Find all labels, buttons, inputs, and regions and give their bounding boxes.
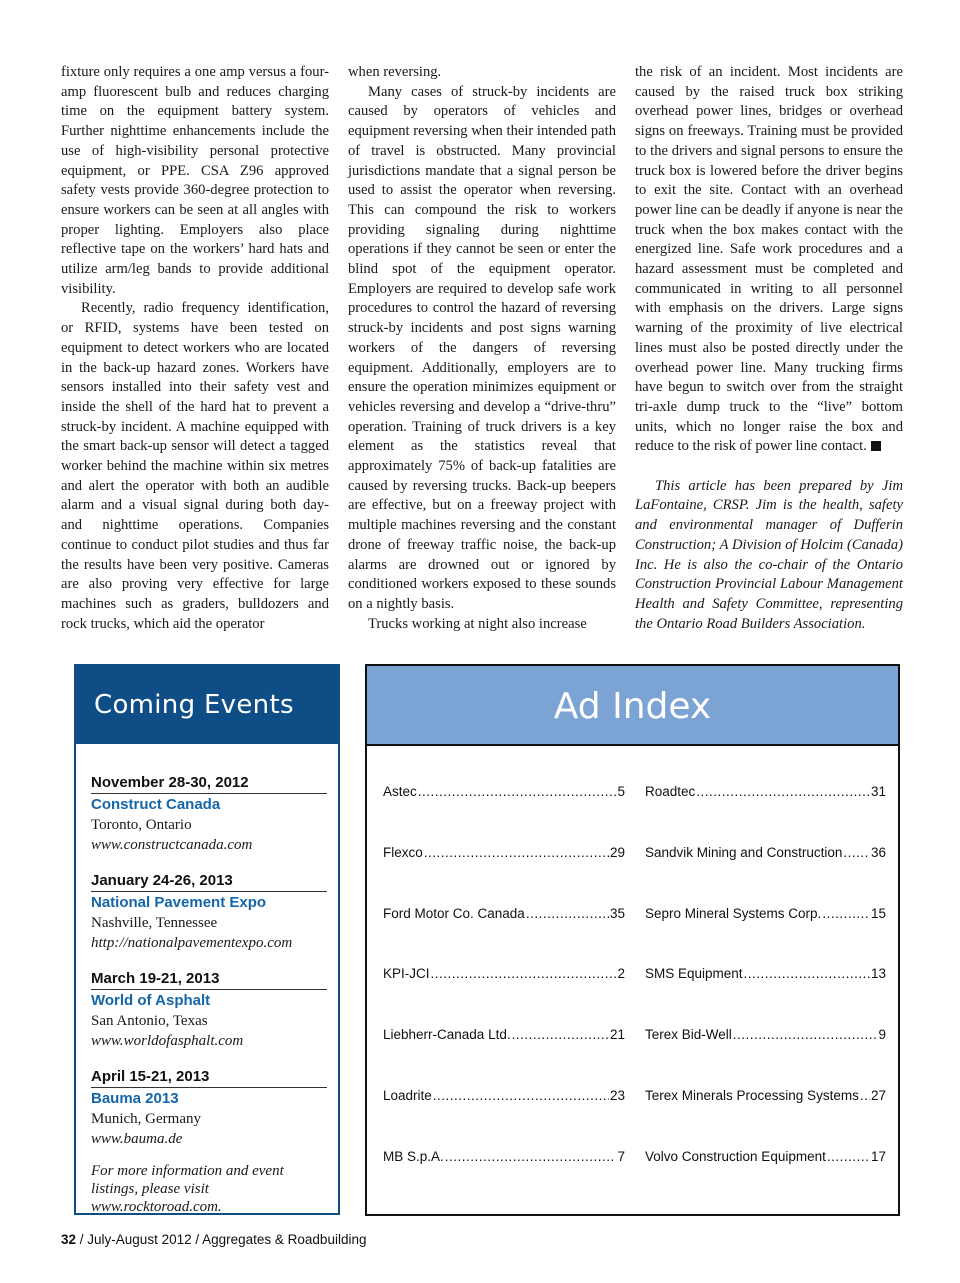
advertiser-name: Sandvik Mining and Construction (645, 845, 843, 860)
advertiser-name: Terex Minerals Processing Systems (645, 1088, 859, 1103)
ad-page-number: 21 (609, 1027, 625, 1042)
ad-index-entry (645, 1088, 886, 1103)
ad-index-entry (645, 1027, 886, 1042)
advertiser-name: Sepro Mineral Systems Corp. (645, 906, 822, 921)
leader-dots (744, 966, 870, 981)
ad-page-number: 17 (870, 1149, 886, 1164)
ad-index-entry (645, 906, 886, 921)
event-url[interactable]: www.constructcanada.com (91, 837, 253, 853)
ad-index-entry (645, 845, 886, 860)
article-paragraph: when reversing. (348, 64, 442, 80)
advertiser-name: Roadtec (645, 784, 696, 799)
leader-dots (827, 1149, 870, 1164)
event-name: National Pavement Expo (91, 894, 267, 911)
ad-page-number: 29 (609, 845, 625, 860)
leader-dots (843, 845, 870, 860)
article-paragraph: fixture only requires a one amp versus a four-amp fluorescent bulb and reduces charging time on the equipment battery system. Further nighttime enhancements include the use of high-visibility personal protective equipment, or PPE. CSA Z96 approved safety vests provide 360-degree protection to ensure workers can be seen at all angles with proper lighting. Employers also place reflective tape on the workers’ hard hats and utilize arm/leg bands to provide additional visibility. (61, 64, 329, 297)
coming-events-title: Coming Events (76, 666, 338, 744)
advertiser-name: Terex Bid-Well (645, 1027, 732, 1042)
ad-index-entry (383, 966, 625, 981)
ad-index-entry (645, 784, 886, 799)
ad-index-box (365, 664, 900, 1216)
ad-page-number: 27 (870, 1088, 886, 1103)
ad-page-number: 23 (609, 1088, 625, 1103)
leader-dots (431, 966, 617, 981)
leader-dots (860, 1088, 870, 1103)
ad-page-number: 31 (870, 784, 886, 799)
event-date: April 15-21, 2013 (91, 1068, 327, 1088)
author-bio: This article has been prepared by Jim LaFontaine, CRSP. Jim is the health, safety and environmental manager of Dufferin Construction; A Division of Holcim (Canada) Inc. He is also the co-chair of the Ontario Construction Provincial Labour Management Health and Safety Committee, representing the Ontario Road Builders Association. (635, 477, 903, 632)
leader-dots (512, 1027, 609, 1042)
end-of-article-mark (871, 441, 881, 451)
article-text: the risk of an incident. Most incidents are caused by the raised truck box striking overhead power lines, bridges or overhead signs on freeways. Training must be provided to the drivers and signal persons to ensure the truck box is lowered before the driver begins to exit the site. Contact with an overhead power line can be deadly if anyone is near the truck when the box makes contact with the energized line. Safe work procedures and a hazard assessment must be completed and communicated in writing to all personnel with emphasis on the drivers. Large signs warning of the proximity of live electrical lines must also be posted directly under the overhead power line. Many trucking firms have begun to switch over from the straight tri-axle dump truck to the “live” bottom units, which no longer raise the box and reduce to the risk of power line contact. (635, 64, 903, 455)
event-name: World of Asphalt (91, 992, 211, 1009)
ad-page-number: 13 (870, 966, 886, 981)
advertiser-name: KPI-JCI (383, 966, 430, 981)
advertiser-name: Liebherr-Canada Ltd. (383, 1027, 511, 1042)
ad-page-number: 9 (878, 1027, 886, 1042)
event-location: San Antonio, Texas (91, 1013, 208, 1029)
event-date: November 28-30, 2012 (91, 774, 327, 794)
event-url[interactable]: www.worldofasphalt.com (91, 1033, 244, 1049)
advertiser-name: MB S.p.A. (383, 1149, 444, 1164)
leader-dots (822, 906, 870, 921)
advertiser-name: Loadrite (383, 1088, 432, 1103)
article-paragraph: Many cases of struck-by incidents are caused by operators of vehicles and equipment reversing when their intended path of travel is obstructed. Many provincial jurisdictions mandate that a signal person be used to assist the operator when reversing. This can compound the risk to workers providing signaling during nighttime operations if they cannot be seen or enter the blind spot of the equipment operator. Employers are required to develop safe work procedures to control the hazard of reversing struck-by incidents and post signs warning workers of the dangers of reversing equipment. Additionally, employers are to ensure the operation minimizes equipment or vehicles reversing and develop a “drive-thru” operation. Training of truck drivers is a key element as the statistics reveal that approximately 75% of back-up fatalities are caused by reversing trucks. Back-up beepers are effective, but on a freeway project with multiple machines reversing and the constant drone of freeway traffic noise, the back-up alarms are drowned out or ignored by conditioned workers exposed to these sounds on a nightly basis. (348, 83, 616, 612)
ad-index-entry (383, 1088, 625, 1103)
page-footer (61, 1232, 366, 1247)
ad-page-number: 2 (617, 966, 625, 981)
leader-dots (696, 784, 870, 799)
ad-page-number: 15 (870, 906, 886, 921)
ad-page-number: 35 (609, 906, 625, 921)
leader-dots (424, 845, 609, 860)
event-location: Nashville, Tennessee (91, 915, 218, 931)
leader-dots (733, 1027, 878, 1042)
ad-page-number: 5 (617, 784, 625, 799)
ad-index-entry (383, 1149, 625, 1164)
ad-index-entry (645, 966, 886, 981)
advertiser-name: SMS Equipment (645, 966, 743, 981)
event-url[interactable]: http://nationalpavementexpo.com (91, 935, 293, 951)
event-date: January 24-26, 2013 (91, 872, 327, 892)
ad-page-number: 36 (870, 845, 886, 860)
event-item (91, 1068, 327, 1149)
article-column-3 (635, 63, 903, 634)
event-location: Toronto, Ontario (91, 817, 192, 833)
article-paragraph: Recently, radio frequency identification, or RFID, systems have been tested on equipment to detect workers who are located in the back-up hazard zones. Workers have sensors installed into their safety vest and inside the shell of the hard hat to prevent a struck-by incident. A machine equipped with the smart back-up sensor will detect a tagged worker behind the machine within six metres and alert the operator with both an audible alarm and a visual signal during both day- and nighttime operations. Companies continue to conduct pilot studies and thus far the results have been very positive. Cameras are also proving very effective for large machines such as graders, bulldozers and rock trucks, which aid the operator (61, 300, 329, 632)
ad-index-entry (383, 1027, 625, 1042)
event-item (91, 872, 327, 953)
leader-dots (418, 784, 617, 799)
event-location: Munich, Germany (91, 1111, 201, 1127)
events-more-info: For more information and event listings, please visit www.rocktoroad.com. (91, 1163, 284, 1215)
ad-index-entry (645, 1149, 886, 1164)
coming-events-box (74, 664, 340, 1215)
article-column-2 (348, 63, 616, 634)
leader-dots (433, 1088, 609, 1103)
event-item (91, 774, 327, 855)
event-name: Bauma 2013 (91, 1090, 179, 1107)
article-paragraph: Trucks working at night also increase (368, 615, 587, 632)
advertiser-name: Ford Motor Co. Canada (383, 906, 525, 921)
event-url[interactable]: www.bauma.de (91, 1131, 183, 1147)
advertiser-name: Volvo Construction Equipment (645, 1149, 826, 1164)
page-number: 32 (61, 1232, 77, 1247)
event-name: Construct Canada (91, 796, 221, 813)
advertiser-name: Flexco (383, 845, 423, 860)
ad-index-entry (383, 845, 625, 860)
article-column-1 (61, 63, 329, 634)
leader-dots (445, 1149, 617, 1164)
ad-index-entry (383, 784, 625, 799)
advertiser-name: Astec (383, 784, 417, 799)
leader-dots (526, 906, 609, 921)
article-paragraph (635, 63, 903, 457)
event-item (91, 970, 327, 1051)
ad-index-entry (383, 906, 625, 921)
publication-info: / July-August 2012 / Aggregates & Roadbuilding (76, 1232, 367, 1247)
ad-page-number: 7 (617, 1149, 625, 1164)
ad-index-title: Ad Index (367, 666, 898, 746)
event-date: March 19-21, 2013 (91, 970, 327, 990)
